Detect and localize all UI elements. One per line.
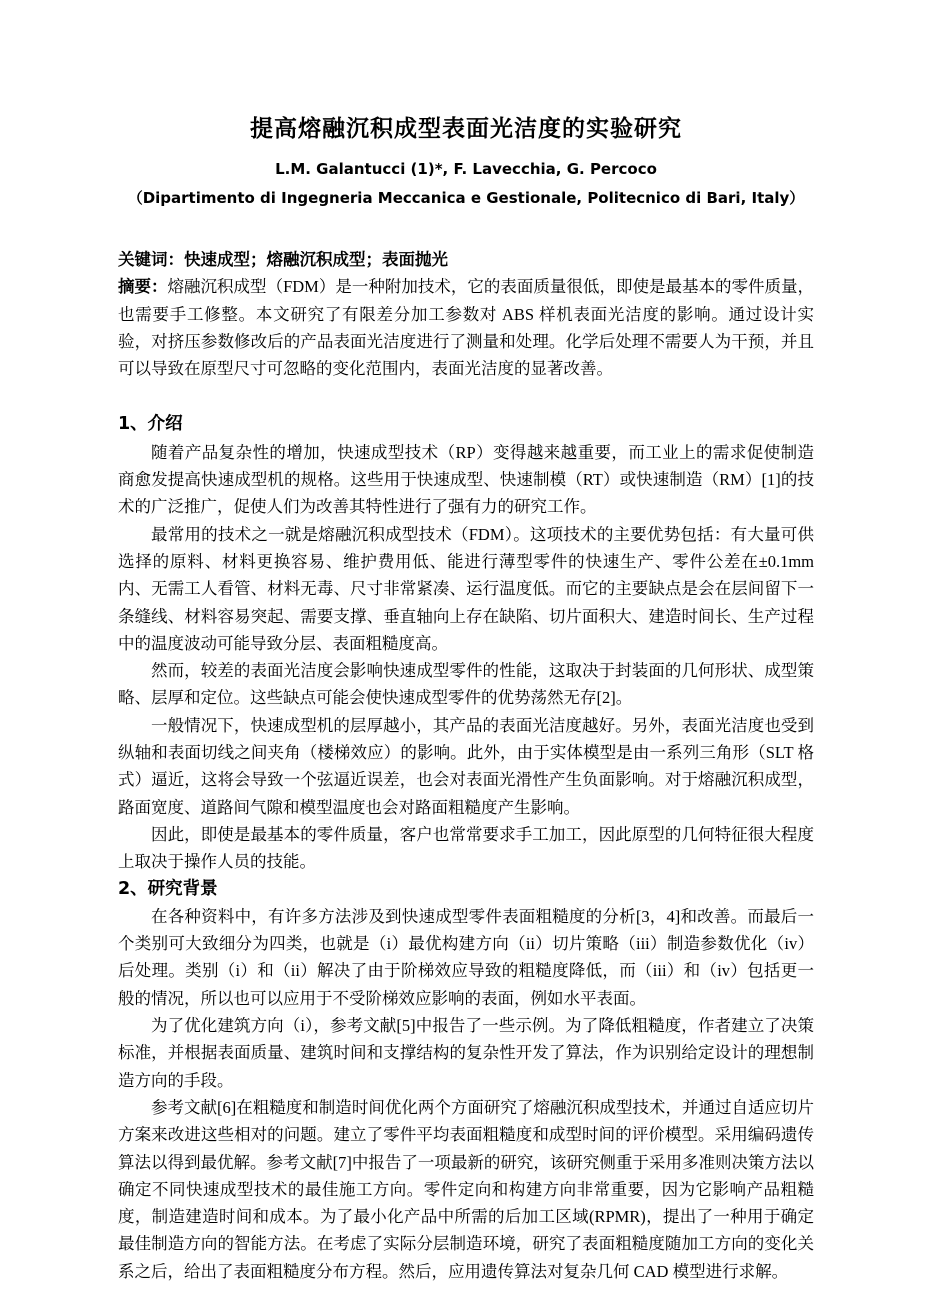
paper-title: 提高熔融沉积成型表面光洁度的实验研究 [250, 116, 682, 142]
page-content [118, 110, 814, 1285]
background-paragraph-3: 参考文献[6]在粗糙度和制造时间优化两个方面研究了熔融沉积成型技术，并通过自适应切片方案来改进这些相对的问题。建立了零件平均表面粗糙度和成型时间的评价模型。采用编码遗传算法以得到最优解。参考文献[7]中报告了一项最新的研究，该研究侧重于采用多准则决策方法以确定不同快速成型技术的最佳施工方向。零件定向和构建方向非常重要，因为它影响产品粗糙度，制造建造时间和成本。为了最小化产品中所需的后加工区域(RPMR)，提出了一种用于确定最佳制造方向的智能方法。在考虑了实际分层制造环境，研究了表面粗糙度随加工方向的变化关系之后，给出了表面粗糙度分布方程。然后，应用遗传算法对复杂几何 CAD 模型进行求解。 [118, 1097, 814, 1281]
keywords-line [118, 246, 814, 273]
paper-affiliation: （Dipartimento di Ingegneria Meccanica e Gestionale, Politecnico di Bari, Italy） [127, 189, 805, 207]
intro-paragraph-2: 最常用的技术之一就是熔融沉积成型技术（FDM）。这项技术的主要优势包括：有大量可供选择的原料、材料更换容易、维护费用低、能进行薄型零件的快速生产、零件公差在±0.1mm 内、无需工人看管、材料无毒、尺寸非常紧凑、运行温度低。而它的主要缺点是会在层间留下一条缝线、材料容易突起、需要支撑、垂直轴向上存在缺陷、切片面积大、建造时间长、生产过程中的温度波动可能导致分层、表面粗糙度高。 [118, 524, 814, 653]
abstract-text: 熔融沉积成型（FDM）是一种附加技术，它的表面质量很低，即使是最基本的零件质量，也需要手工修整。本文研究了有限差分加工参数对 ABS 样机表面光洁度的影响。通过设计实验，对挤压参数修改后的产品表面光洁度进行了测量和处理。化学后处理不需要人为干预，并且可以导致在原型尺寸可忽略的变化范围内，表面光洁度的显著改善。 [118, 277, 815, 379]
keywords-label: 关键词： [118, 250, 184, 269]
abstract-paragraph [118, 273, 814, 382]
background-paragraph-2: 为了优化建筑方向（i），参考文献[5]中报告了一些示例。为了降低粗糙度，作者建立了决策标准，并根据表面质量、建筑时间和支撑结构的复杂性开发了算法，作为识别给定设计的理想制造方向的手段。 [118, 1016, 814, 1090]
intro-paragraph-1: 随着产品复杂性的增加，快速成型技术（RP）变得越来越重要，而工业上的需求促使制造商愈发提高快速成型机的规格。这些用于快速成型、快速制模（RT）或快速制造（RM）[1]的技术的广泛推广，促使人们为改善其特性进行了强有力的研究工作。 [118, 442, 814, 517]
intro-paragraph-5: 因此，即使是最基本的零件质量，客户也常常要求手工加工，因此原型的几何特征很大程度上取决于操作人员的技能。 [118, 824, 814, 872]
keywords-text: 快速成型；熔融沉积成型；表面抛光 [184, 250, 448, 269]
section-heading-introduction: 1、介绍 [118, 414, 183, 435]
intro-paragraph-3: 然而，较差的表面光洁度会影响快速成型零件的性能，这取决于封装面的几何形状、成型策略、层厚和定位。这些缺点可能会使快速成型零件的优势荡然无存[2]。 [118, 661, 814, 708]
section-heading-background: 2、研究背景 [118, 878, 218, 899]
paper-authors: L.M. Galantucci (1)*, F. Lavecchia, G. Percoco [275, 160, 657, 178]
intro-paragraph-4: 一般情况下，快速成型机的层厚越小，其产品的表面光洁度越好。另外，表面光洁度也受到纵轴和表面切线之间夹角（楼梯效应）的影响。此外，由于实体模型是由一系列三角形（SLT 格式）逼近，这将会导致一个弦逼近误差，也会对表面光滑性产生负面影响。对于熔融沉积成型，路面宽度、道路间气隙和模型温度也会对路面粗糙度产生影响。 [118, 715, 814, 817]
background-paragraph-1: 在各种资料中，有许多方法涉及到快速成型零件表面粗糙度的分析[3，4]和改善。而最后一个类别可大致细分为四类，也就是（i）最优构建方向（ii）切片策略（iii）制造参数优化（iv）后处理。类别（i）和（ii）解决了由于阶梯效应导致的粗糙度降低，而（iii）和（iv）包括更一般的情况，所以也可以应用于不受阶梯效应影响的表面，例如水平表面。 [118, 906, 814, 1008]
abstract-label: 摘要： [118, 277, 168, 297]
